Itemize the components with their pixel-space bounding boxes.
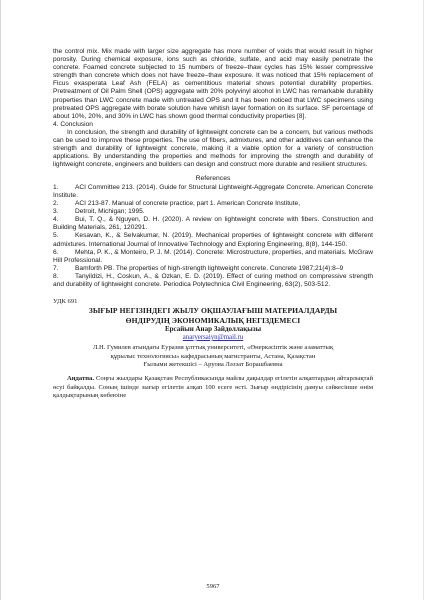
reference-item	[53, 273, 373, 289]
reference-text: Tanyildizi, H., Coskun, A., & Ozkan, E. D. (2019). Effect of curing method on compressive strength and durability of lightweight concrete. Periodica Polytechnica Civil Engineering, 63(2), 503-512.	[53, 272, 373, 289]
reference-number: 6.	[53, 248, 59, 256]
author-email-link[interactable]: anaryersaiyn@mail.ru	[182, 333, 244, 341]
body-paragraph: the control mix. Mix made with larger size aggregate has more number of voids that would result in higher porosity. During chemical exposure, ions such as chloride, sulfate, and acid may easily penetrate the concrete. Foamed concrete subjected to 15 numbers of freeze–thaw cycles has 15% lesser compressive strength than concrete which does not have freeze–thaw exposure. It was noticed that 15% replacement of Ficus exasperata Leaf Ash (FELA) as cementitious material shows potential durability properties. Pretreatment of Oil Palm Shell (OPS) aggregate with 20% polyvinyl alcohol in LWC has remarkable durability properties than LWC concrete made with untreated OPS and it has been noticed that LWC specimens using pretreated OPS aggregate with borate solution have whitish layer formation on its surface. SF percentage of about 10%, 20%, and 30% in LWC has shown good thermal conductivity properties [8].	[53, 48, 373, 120]
reference-text: Detroit, Michigan; 1995.	[75, 208, 145, 216]
reference-number: 2.	[53, 200, 59, 208]
reference-number: 4.	[53, 216, 59, 224]
affiliation-line: Л.Н. Гумилев атындағы Еуразия ұлттық университеті, «Өнеркәсіптік және азаматтық	[92, 344, 334, 352]
affiliation-line: құрылыс технологиясы» кафедрасының магистранты, Астана, Қазақстан	[110, 352, 316, 360]
page-number: 5967	[206, 583, 220, 590]
article-title-line2: ӨНДІРУДІҢ ЭКОНОМИКАЛЫҚ НЕГІЗДЕМЕСІ	[125, 315, 301, 325]
reference-text: Bamforth PB. The properties of high-strength lightweight concrete. Concrete 1987;21(4):8–9	[75, 264, 344, 272]
reference-text: Bui, T. Q., & Nguyen, D. H. (2020). A review on lightweight concrete with fibers. Construction and Building Materials, 261, 120291.	[53, 216, 373, 232]
author-name: Ерсайын Анар Зайдоллақызы	[164, 325, 262, 334]
reference-item	[53, 232, 373, 248]
body-column	[53, 48, 373, 401]
reference-text: ACI 213-87. Manual of concrete practice, part 1. American Concrete Institute,	[75, 200, 301, 208]
reference-number: 5.	[53, 232, 59, 240]
reference-number: 1.	[53, 183, 59, 191]
udk-code: УДК 691	[53, 298, 78, 306]
abstract-text: Соңғы жылдары Қазақстан Республикасында майлы дақылдар егілетін алқаптардың айтарлықтай өсуі байқалды. Соның ішінде зығыр егілетін алқап 100 есеге өсті. Зығыр өндірісінің дамуы сәйкесінше өнім қалдықтарының көбеюіне	[53, 375, 373, 400]
reference-text: Mehta, P. K., & Monteiro, P. J. M. (2014). Concrete: Microstructure, properties, and materials. McGraw Hill Professional.	[53, 248, 373, 264]
article-title-line1: ЗЫҒЫР НЕГІЗІНДЕГІ ЖЫЛУ ОҚШАУЛАҒЫШ МАТЕРИАЛДАРДЫ	[88, 306, 338, 316]
reference-item	[53, 184, 373, 200]
reference-item	[53, 265, 373, 273]
reference-number: 3.	[53, 208, 59, 216]
abstract-paragraph	[53, 375, 373, 400]
reference-text: ACI Committee 213. (2014). Guide for Structural Lightweight-Aggregate Concrete. American Concrete Institute.	[53, 183, 373, 199]
conclusion-paragraph: In conclusion, the strength and durability of lightweight concrete can be a concern, but various methods can be used to improve these properties. The use of fibers, admixtures, and other additives can enhance the strength and durability of lightweight concrete, making it a viable option for a variety of construction applications. By understanding the properties and methods for improving the strength and durability of lightweight concrete, engineers and builders can design and construct more durable and resilient structures.	[53, 128, 373, 169]
section-heading: 4. Conclusion	[53, 120, 93, 128]
reference-item	[53, 216, 373, 232]
reference-number: 8.	[53, 272, 59, 280]
reference-item	[53, 249, 373, 265]
reference-number: 7.	[53, 264, 59, 272]
supervisor-line: Ғылыми жетекшісі – Аруова Ләззат Борашбаевна	[143, 361, 283, 369]
reference-item	[53, 208, 373, 216]
reference-text: Kesavan, K., & Selvakumar, N. (2019). Mechanical properties of lightweight concrete with different admixtures. International Journal of Innovative Technology and Exploring Engineering, 8(8), 144-150.	[53, 232, 373, 248]
references-heading: References	[195, 175, 231, 183]
reference-item	[53, 200, 373, 208]
abstract-label: Аңдатпа.	[67, 375, 95, 383]
references-list	[53, 184, 373, 289]
